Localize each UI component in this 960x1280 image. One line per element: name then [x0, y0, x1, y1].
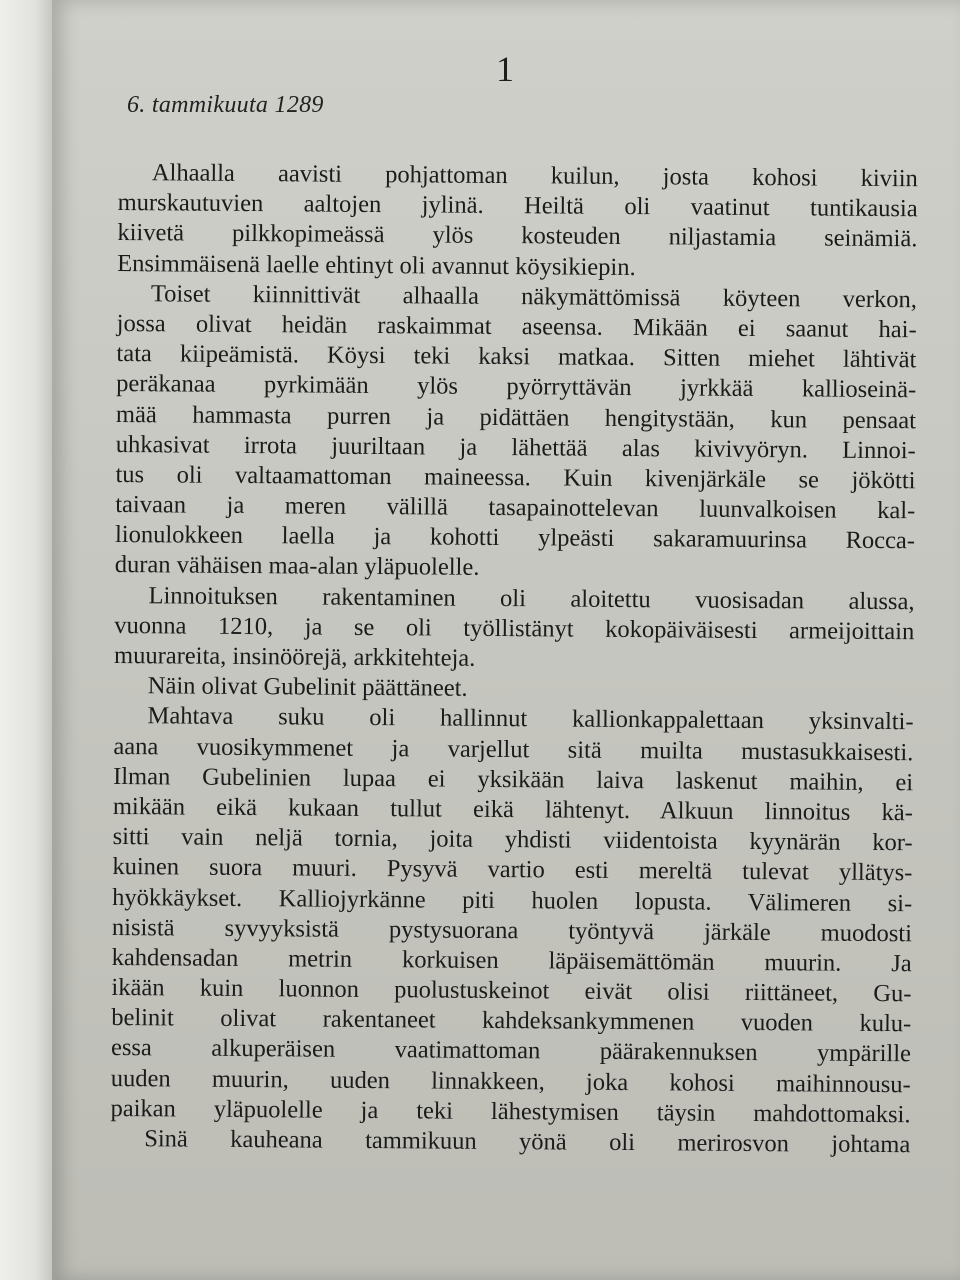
text-line: Linnoituksen rakentaminen oli aloitettu vuosisadan alussa, — [148, 581, 915, 615]
text-line: ikään kuin luonnon puolustuskeinot eivät olisi riittäneet, Gu- — [111, 974, 912, 1008]
text-line: kiivetä pilkkopimeässä ylös kosteuden niljastamia seinämiä. — [117, 219, 918, 253]
text-line: jossa olivat heidän raskaimmat aseensa. Mikään ei saanut hai- — [116, 309, 917, 344]
text-line: kahdensadan metrin korkuisen läpäisemättömän muurin. Ja — [111, 943, 912, 978]
text-line: belinit olivat rakentaneet kahdeksankymmenen vuoden kulu- — [111, 1004, 912, 1038]
body-text — [110, 158, 918, 1160]
text-line: mikään eikä kukaan tullut eikä lähtenyt. Alkuun linnoitus kä- — [112, 792, 913, 827]
text-line: uhkasivat irrota juuriltaan ja lähettää alas kivivyöryn. Linnoi- — [115, 430, 916, 464]
text-line: uuden muurin, uuden linnakkeen, joka kohosi maihinnousu- — [110, 1064, 911, 1098]
chapter-number: 1 — [496, 49, 514, 89]
text-line: tata kiipeämistä. Köysi teki kaksi matkaa. Sitten miehet lähtivät — [116, 340, 917, 374]
text-line: Ilman Gubelinien lupaa ei yksikään laiva laskenut maihin, ei — [113, 762, 914, 797]
text-line: duran vähäisen maa-alan yläpuolelle. — [114, 551, 480, 582]
text-line: murskautuvien aaltojen jylinä. Heiltä oli vaatinut tuntikausia — [117, 189, 918, 223]
text-line: Sinä kauheana tammikuun yönä oli merirosvon johtama — [144, 1125, 911, 1159]
text-line: taivaan ja meren välillä tasapainottelevan luunvalkoisen kal- — [115, 491, 916, 525]
text-line: Toiset kiinnittivät alhaalla näkymättömissä köyteen verkon, — [150, 280, 918, 314]
chapter-date: 6. tammikuuta 1289 — [127, 92, 324, 118]
text-line: Mahtava suku oli hallinnut kallionkappalettaan yksinvalti- — [147, 702, 914, 736]
text-line: nisistä syvyyksistä pystysuorana työntyvä järkäle muodosti — [111, 913, 913, 947]
text-line: sitti vain neljä tornia, joita yhdisti viidentoista kyynärän kor- — [112, 823, 913, 857]
text-line: Näin olivat Gubelinit päättäneet. — [147, 672, 468, 702]
text-line: peräkanaa pyrkimään ylös pyörryttävän jyrkkää kallioseinä- — [116, 370, 917, 404]
text-line: essa alkuperäisen vaatimattoman päärakennuksen ympärille — [110, 1034, 912, 1068]
text-line: Alhaalla aavisti pohjattoman kuilun, josta kohosi kiviin — [151, 159, 918, 193]
text-line: paikan yläpuolelle ja teki lähestymisen täysin mahdottomaksi. — [110, 1094, 911, 1129]
text-line: tus oli valtaamattoman maineessa. Kuin kivenjärkäle se jökötti — [115, 460, 916, 495]
text-line: vuonna 1210, ja se oli työllistänyt kokopäiväisesti armeijoittain — [114, 611, 915, 646]
text-line: mää hammasta purren ja pidättäen hengitystään, kun pensaat — [115, 400, 917, 434]
facing-page-edge — [0, 0, 58, 1280]
text-line: lionulokkeen laella ja kohotti ylpeästi sakaramuurinsa Rocca- — [114, 521, 916, 555]
text-line: muurareita, insinöörejä, arkkitehteja. — [113, 641, 476, 672]
text-line: hyökkäykset. Kalliojyrkänne piti huolen lopusta. Välimeren si- — [112, 883, 913, 917]
text-line: kuinen suora muuri. Pysyvä vartio esti mereltä tulevat yllätys- — [112, 853, 913, 887]
text-line: aana vuosikymmenet ja varjellut sitä muilta mustasukkaisesti. — [113, 732, 914, 766]
text-line: Ensimmäisenä laelle ehtinyt oli avannut köysikiepin. — [117, 249, 636, 281]
